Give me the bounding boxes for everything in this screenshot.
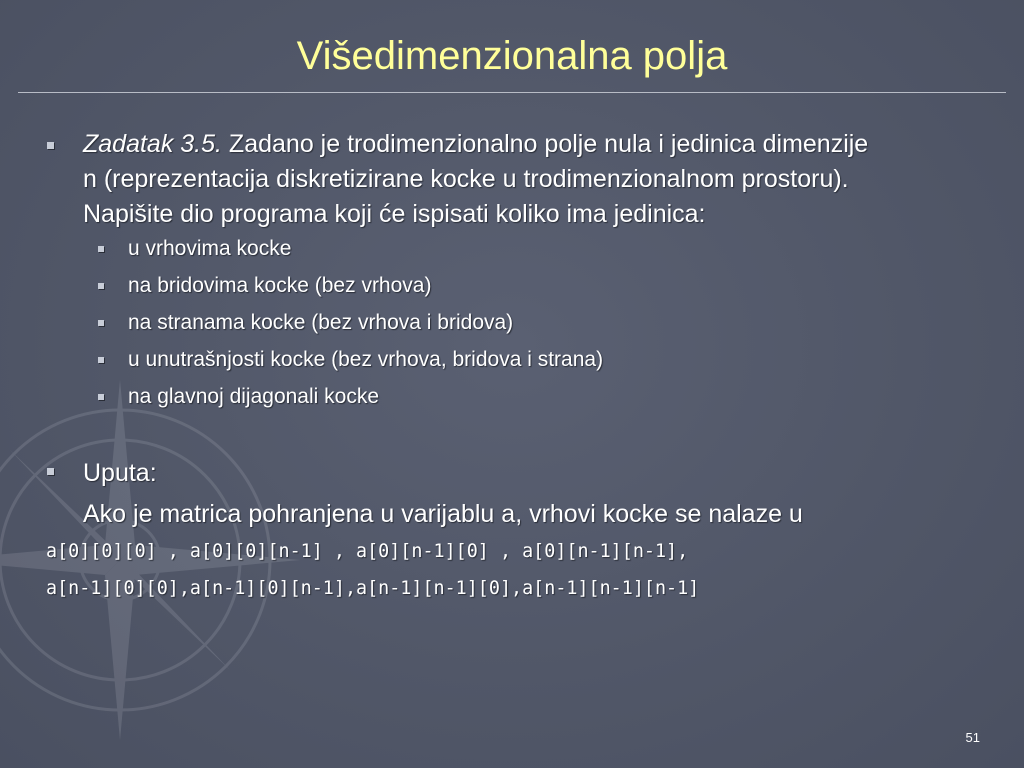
subitem: na glavnoj dijagonali kocke	[128, 385, 380, 408]
task-line-2: n (reprezentacija diskretizirane kocke u trodimenzionalnom prostoru).	[83, 165, 849, 193]
hint-label: Uputa:	[83, 459, 157, 487]
square-bullet-icon	[98, 283, 104, 289]
square-bullet-icon	[98, 394, 104, 400]
subitem: u unutrašnjosti kocke (bez vrhova, bridova i strana)	[128, 348, 604, 371]
task-line-3: Napišite dio programa koji će ispisati koliko ima jedinica:	[83, 200, 706, 228]
square-bullet-icon	[98, 246, 104, 252]
square-bullet-icon	[47, 468, 54, 475]
page-number: 51	[965, 730, 980, 745]
title-divider	[18, 92, 1006, 93]
task-line-1	[83, 127, 868, 162]
hint-text: Ako je matrica pohranjena u varijablu a, vrhovi kocke se nalaze u	[83, 500, 803, 528]
slide-title: Višedimenzionalna polja	[296, 34, 728, 78]
subitem: na bridovima kocke (bez vrhova)	[128, 274, 432, 297]
subitem: na stranama kocke (bez vrhova i bridova)	[128, 311, 514, 334]
task-text-1: Zadano je trodimenzionalno polje nula i jedinica dimenzije	[221, 130, 869, 158]
subitem: u vrhovima kocke	[128, 237, 292, 260]
task-label: Zadatak 3.5.	[83, 130, 222, 158]
square-bullet-icon	[47, 142, 54, 149]
square-bullet-icon	[98, 320, 104, 326]
square-bullet-icon	[98, 357, 104, 363]
code-line-2: a[n-1][0][0],a[n-1][0][n-1],a[n-1][n-1][0],a[n-1][n-1][n-1]	[46, 578, 700, 599]
code-line-1: a[0][0][0] , a[0][0][n-1] , a[0][n-1][0] , a[0][n-1][n-1],	[46, 541, 689, 562]
